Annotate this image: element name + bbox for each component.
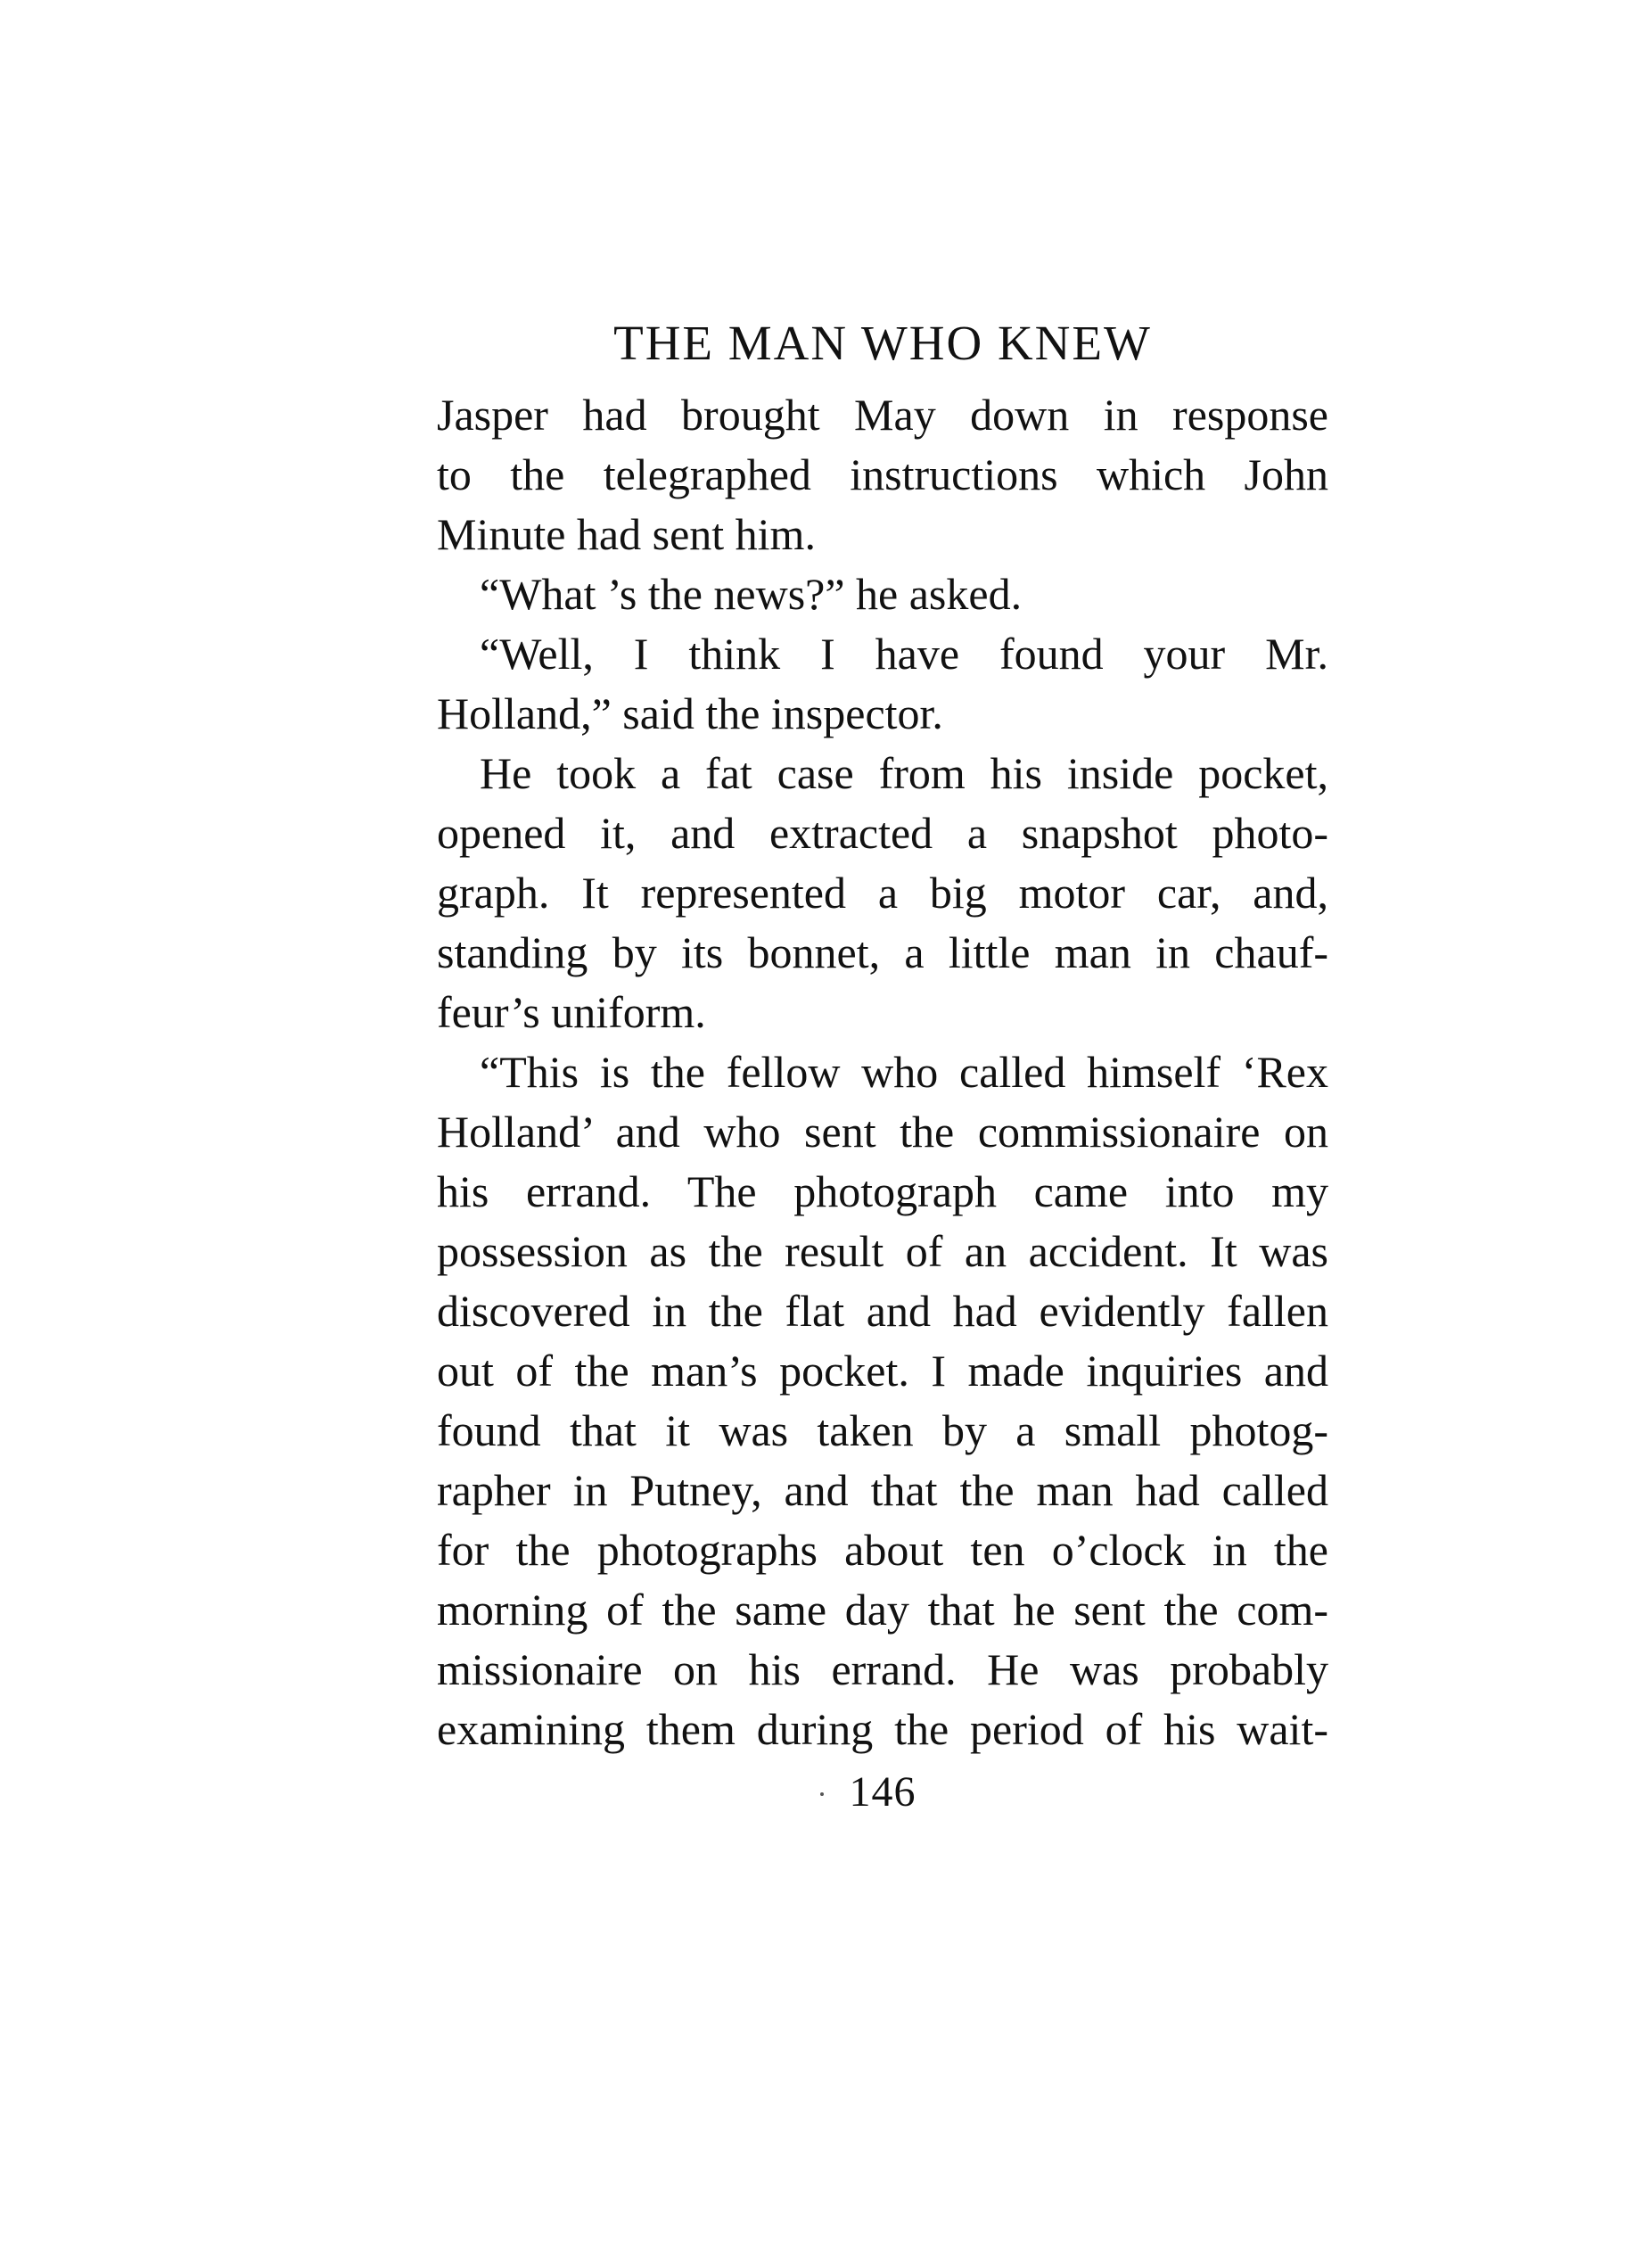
text-line: “Well, I think I have found your Mr. — [480, 629, 1328, 679]
page-number: 146 — [849, 1768, 916, 1816]
text-line: Holland’ and who sent the commissionaire on — [437, 1107, 1328, 1157]
body-text — [437, 385, 1328, 1759]
text-line: examining them during the period of his wait- — [437, 1704, 1328, 1754]
text-line: standing by its bonnet, a little man in chauf- — [437, 927, 1328, 977]
running-head: THE MAN WHO KNEW — [613, 316, 1152, 370]
text-line: graph. It represented a big motor car, and, — [437, 868, 1328, 918]
text-line: feur’s uniform. — [437, 987, 706, 1037]
text-line: rapher in Putney, and that the man had called — [437, 1465, 1328, 1515]
print-speck — [820, 1792, 824, 1796]
text-line: Holland,” said the inspector. — [437, 688, 943, 738]
text-line: Jasper had brought May down in response — [437, 390, 1328, 440]
text-line: to the telegraphed instructions which John — [437, 449, 1328, 499]
text-line: Minute had sent him. — [437, 509, 816, 559]
text-line: out of the man’s pocket. I made inquiries and — [437, 1346, 1328, 1396]
text-line: opened it, and extracted a snapshot photo- — [437, 808, 1328, 858]
text-line: missionaire on his errand. He was probably — [437, 1644, 1328, 1694]
text-line: “What ’s the news?” he asked. — [480, 569, 1023, 619]
text-line: his errand. The photograph came into my — [437, 1166, 1328, 1216]
text-line: He took a fat case from his inside pocket, — [480, 748, 1328, 798]
text-line: morning of the same day that he sent the com- — [437, 1585, 1328, 1635]
text-line: discovered in the flat and had evidently fallen — [437, 1286, 1328, 1336]
text-line: possession as the result of an accident. It was — [437, 1226, 1328, 1276]
text-line: found that it was taken by a small photog- — [437, 1405, 1328, 1455]
text-line: for the photographs about ten o’clock in the — [437, 1525, 1328, 1575]
text-line: “This is the fellow who called himself ‘Rex — [480, 1047, 1328, 1097]
